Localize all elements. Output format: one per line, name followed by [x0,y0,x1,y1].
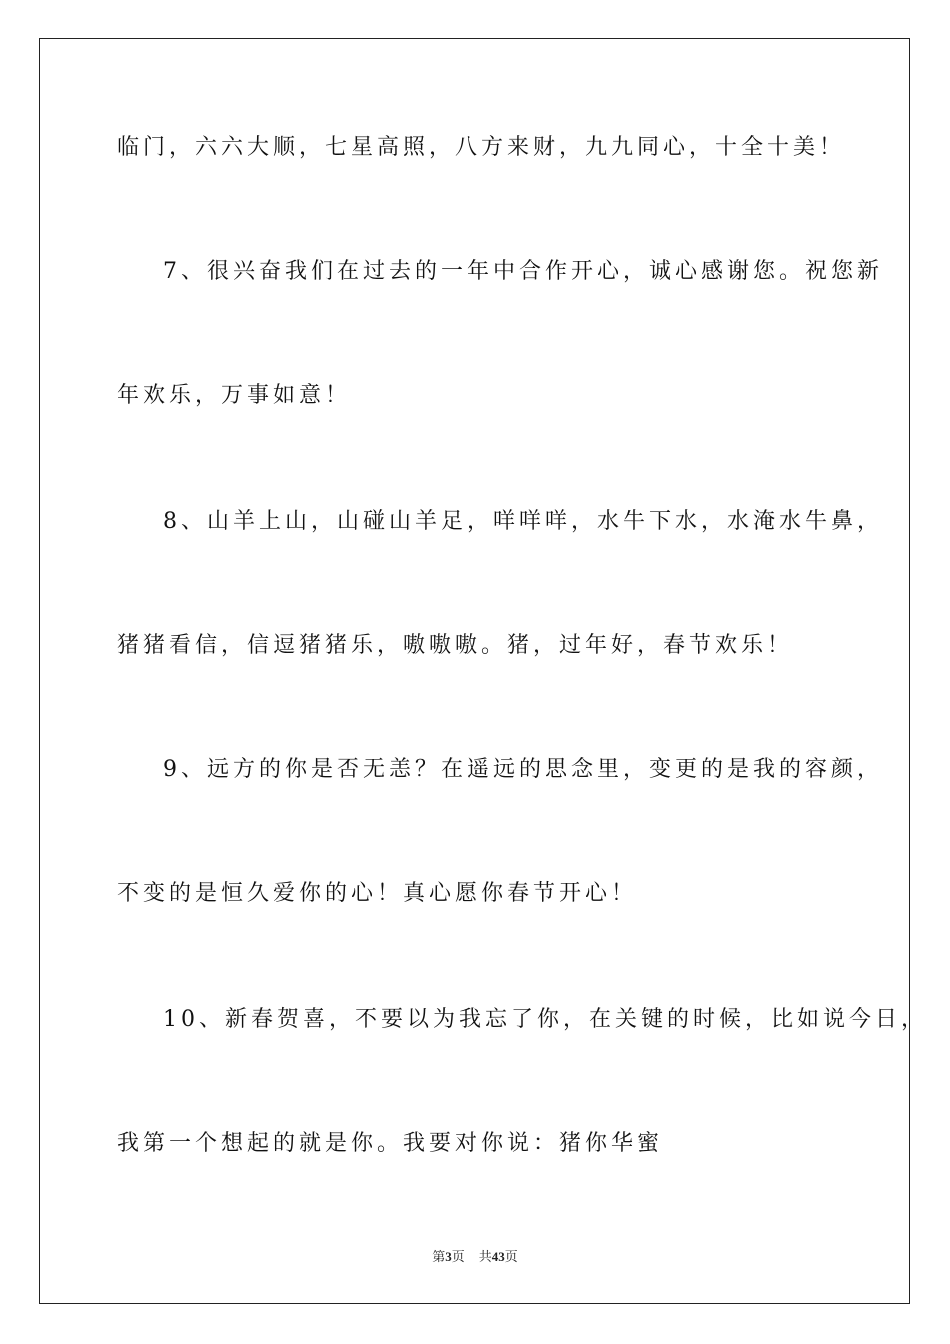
text-line-3: 年欢乐，万事如意！ [117,383,352,408]
total-pages: 43 [491,1249,505,1264]
text-line-4: 8、山羊上山，山碰山羊足，咩咩咩，水牛下水，水淹水牛鼻， [163,509,883,534]
page-suffix: 页 [451,1249,465,1264]
page-prefix: 第 [432,1249,446,1264]
total-suffix: 页 [504,1249,518,1264]
text-line-8: 10、新春贺喜，不要以为我忘了你，在关键的时候，比如说今日， [163,1007,927,1032]
text-line-6: 9、远方的你是否无恙？在遥远的思念里，变更的是我的容颜， [163,757,883,782]
text-line-7: 不变的是恒久爱你的心！真心愿你春节开心！ [117,881,638,906]
text-line-1: 临门，六六大顺，七星高照，八方来财，九九同心，十全十美！ [117,135,846,160]
text-line-9: 我第一个想起的就是你。我要对你说：猪你华蜜 [117,1131,664,1156]
page-number: 3 [445,1249,452,1264]
text-line-5: 猪猪看信，信逗猪猪乐，嗷嗷嗷。猪，过年好，春节欢乐！ [117,633,794,658]
page-footer [0,1248,950,1266]
total-prefix: 共 [478,1249,492,1264]
text-line-2: 7、很兴奋我们在过去的一年中合作开心，诚心感谢您。祝您新 [163,259,883,284]
page-border [39,38,910,1304]
